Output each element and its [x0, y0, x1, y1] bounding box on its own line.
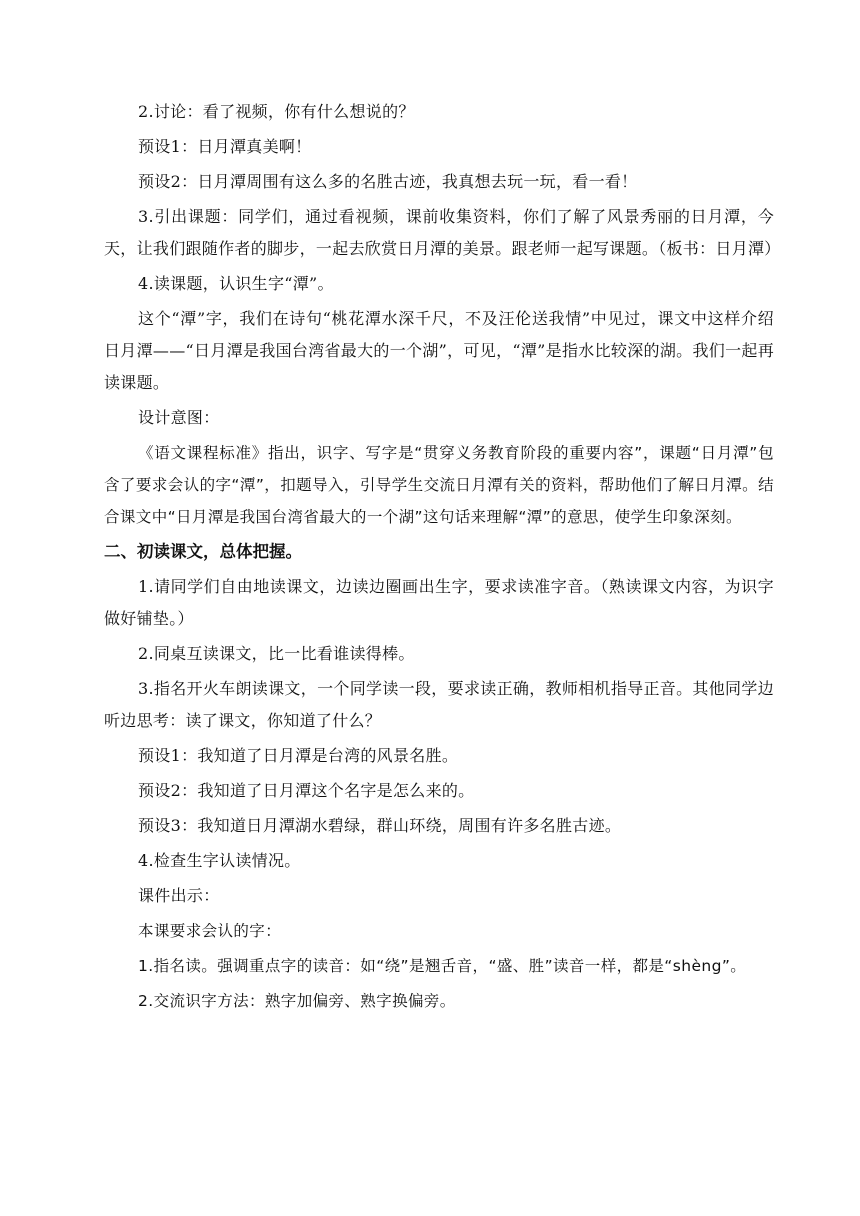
- paragraph-preset-2: 预设2：日月潭周围有这么多的名胜古迹，我真想去玩一玩，看一看！: [138, 172, 638, 191]
- paragraph-check-characters: 4.检查生字认读情况。: [138, 851, 301, 870]
- paragraph-preset-1: 预设1：日月潭真美啊！: [138, 137, 312, 156]
- paragraph-design-intent-label: 设计意图：: [138, 408, 220, 427]
- paragraph-train-reading: 3.指名开火车朗读课文，一个同学读一段，要求读正确，教师相机指导正音。其他同学边听边思考：读了课文，你知道了什么？: [104, 679, 774, 730]
- paragraph-required-characters: 本课要求会认的字：: [138, 922, 282, 940]
- paragraph-design-intent: 《语文课程标准》指出，识字、写字是“贯穿义务教育阶段的重要内容”，课题“日月潭”包含了要求会认的字“潭”，扣题导入，引导学生交流日月潭有关的资料，帮助他们了解日月潭。结合课文中“日月潭是我国台湾省最大的一个湖”这句话来理解“潭”的意思，使学生印象深刻。: [104, 444, 774, 526]
- paragraph-read-title: 4.读课题，认识生字“潭”。: [138, 274, 334, 293]
- paragraph-deskmate-reading: 2.同桌互读课文，比一比看谁读得棒。: [138, 644, 415, 663]
- paragraph-answer-3: 预设3：我知道日月潭湖水碧绿，群山环绕，周围有许多名胜古迹。: [138, 816, 622, 835]
- paragraph-discussion: 2.讨论：看了视频，你有什么想说的？: [138, 102, 415, 121]
- paragraph-literacy-methods: 2.交流识字方法：熟字加偏旁、熟字换偏旁。: [138, 992, 456, 1010]
- paragraph-courseware-label: 课件出示：: [138, 886, 220, 905]
- paragraph-introduce-title: 3.引出课题：同学们，通过看视频，课前收集资料，你们了解了风景秀丽的日月潭，今天，让我们跟随作者的脚步，一起去欣赏日月潭的美景。跟老师一起写课题。（板书：日月潭）: [104, 207, 781, 258]
- paragraph-tan-explanation: 这个“潭”字，我们在诗句“桃花潭水深千尺，不及汪伦送我情”中见过，课文中这样介绍日月潭——“日月潭是我国台湾省最大的一个湖”，可见，“潭”是指水比较深的湖。我们一起再读课题。: [104, 309, 774, 392]
- paragraph-answer-1: 预设1：我知道了日月潭是台湾的风景名胜。: [138, 746, 459, 765]
- paragraph-name-reading: 1.指名读。强调重点字的读音：如“绕”是翘舌音，“盛、胜”读音一样，都是“shèng”。: [138, 957, 747, 975]
- paragraph-answer-2: 预设2：我知道了日月潭这个名字是怎么来的。: [138, 781, 475, 800]
- section-heading-first-reading: 二、初读课文，总体把握。: [104, 542, 302, 561]
- document-body: [104, 96, 781, 1020]
- paragraph-free-reading: 1.请同学们自由地读课文，边读边圈画出生字，要求读准字音。（熟读课文内容，为识字做好铺垫。）: [104, 577, 774, 628]
